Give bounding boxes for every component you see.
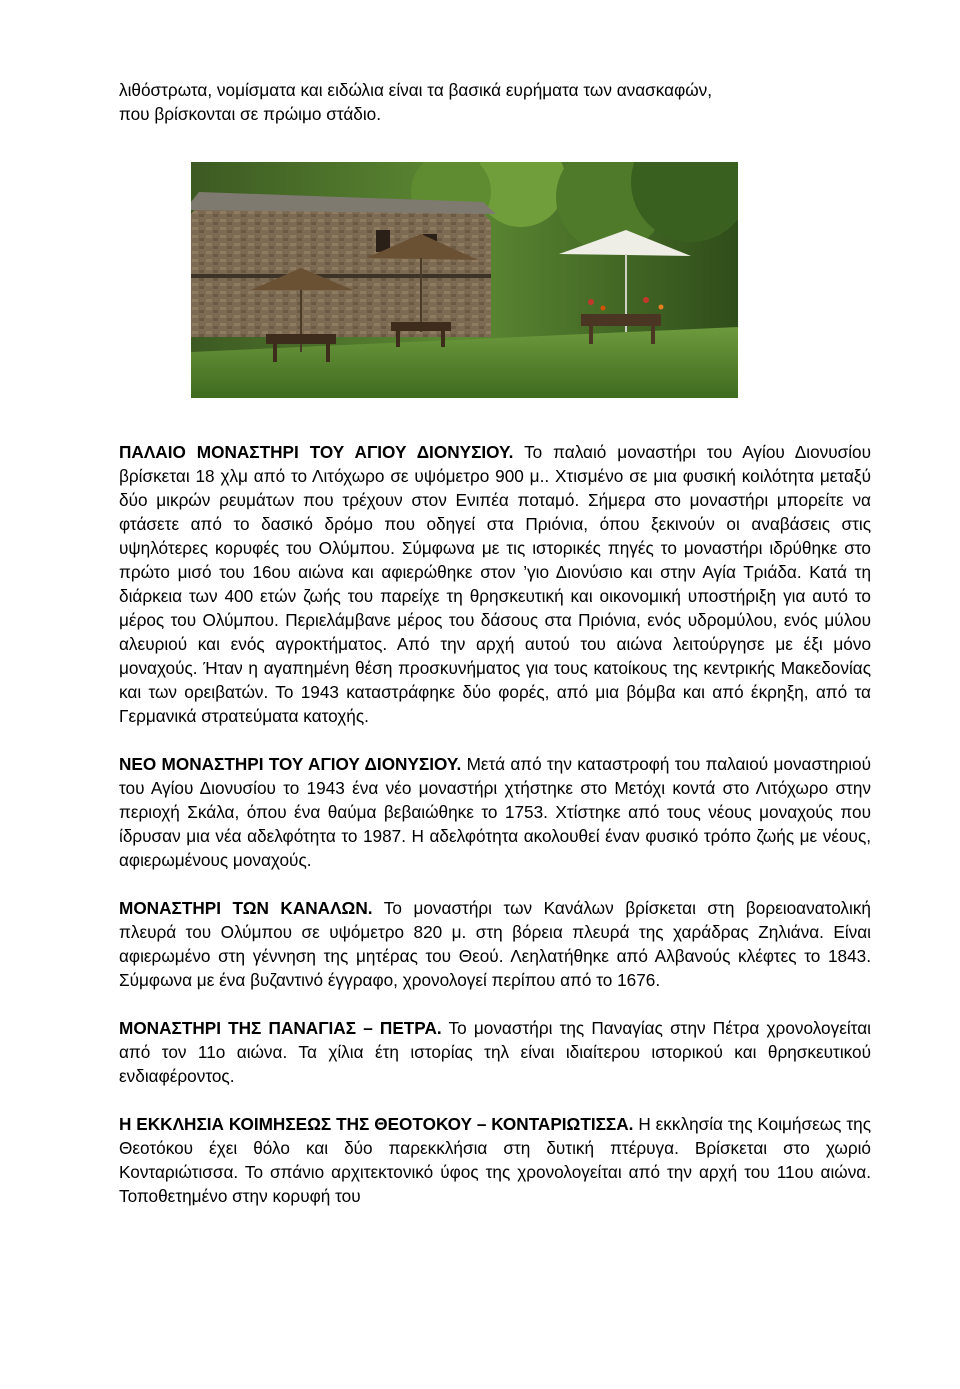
section-text: Το μοναστήρι της Παναγίας στην Πέτρα χρονολογείται από τον 11ο αιώνα. Τα χίλια έτη ιστορίας τηλ είναι ιδιαίτερου ιστορικού και θρησκευτικού ενδιαφέροντος.	[119, 1018, 871, 1086]
section-paragraph	[119, 896, 871, 992]
section-text: Η εκκλησία της Κοιμήσεως της Θεοτόκου έχει θόλο και δύο παρεκκλήσια στη δυτική πτέρυγα. Βρίσκεται στο χωριό Κονταριώτισσα. Το σπάνιο αρχιτεκτονικό ύφος της χρονολογείται από την αρχή του 11ου αιώνα. Τοποθετημένο στην κορυφή του	[119, 1114, 871, 1206]
section-heading: ΝΕΟ ΜΟΝΑΣΤΗΡΙ ΤΟΥ ΑΓΙΟΥ ΔΙΟΝΥΣΙΟΥ.	[119, 754, 462, 774]
section-heading: ΜΟΝΑΣΤΗΡΙ ΤΩΝ ΚΑΝΑΛΩΝ.	[119, 898, 373, 918]
section-heading: ΠΑΛΑΙΟ ΜΟΝΑΣΤΗΡΙ ΤΟΥ ΑΓΙΟΥ ΔΙΟΝΥΣΙΟΥ.	[119, 442, 514, 462]
intro-line-1: λιθόστρωτα, νομίσματα και ειδώλια είναι τα βασικά ευρήματα των ανασκαφών,	[119, 80, 713, 100]
section-heading: ΜΟΝΑΣΤΗΡΙ ΤΗΣ ΠΑΝΑΓΙΑΣ – ΠΕΤΡΑ.	[119, 1018, 442, 1038]
section-paragraph	[119, 1112, 871, 1208]
section-paragraph	[119, 1016, 871, 1088]
section-paragraph	[119, 440, 871, 728]
monastery-photo-illustration	[191, 162, 738, 398]
section-text: Το παλαιό μοναστήρι του Αγίου Διονυσίου βρίσκεται 18 χλμ από το Λιτόχωρο σε υψόμετρο 900 μ.. Χτισμένο σε μια φυσική κοιλότητα μεταξύ δύο μικρών ρευμάτων που τρέχουν στον Ενιπέα ποταμό. Σήμερα στο μοναστήρι μπορείτε να φτάσετε από το δασικό δρόμο που οδηγεί στα Πριόνια, όπου ξεκινούν οι αναβάσεις στις υψηλότερες κορυφές του Ολύμπου. Σύμφωνα με τις ιστορικές πηγές το μοναστήρι ιδρύθηκε στο πρώτο μισό του 16ου αιώνα και αφιερώθηκε στον ’γιο Διονύσιο και στην Αγία Τριάδα. Κατά τη διάρκεια των 400 ετών ζωής του παρείχε τη θρησκευτική και οικονομική υποστήριξη για αυτό το μέρος του Ολύμπου. Περιελάμβανε μέρος του δάσους στα Πριόνια, ενός υδρομύλου, ενός μύλου αλευριού και ενός αγροκτήματος. Από την αρχή αυτού του αιώνα λειτούργησε με έξι μόνο μοναχούς. Ήταν η αγαπημένη θέση προσκυνήματος για τους κατοίκους της κεντρικής Μακεδονίας και των ορειβατών. Το 1943 καταστράφηκε δύο φορές, από μια βόμβα και από έκρηξη, από τα Γερμανικά στρατεύματα κατοχής.	[119, 442, 872, 726]
monastery-photo	[191, 162, 738, 398]
section-text: Το μοναστήρι των Κανάλων βρίσκεται στη βορειοανατολική πλευρά του Ολύμπου σε υψόμετρο 820 μ. στη βόρεια πλευρά της χαράδρας Ζηλιάνα. Είναι αφιερωμένο στη γέννηση της μητέρας του Θεού. Λεηλατήθηκε από Αλβανούς κλέφτες το 1843. Σύμφωνα με ένα βυζαντινό έγγραφο, χρονολογεί περίπου από το 1676.	[119, 898, 871, 990]
section-paragraph	[119, 752, 871, 872]
section-heading: Η ΕΚΚΛΗΣΙΑ ΚΟΙΜΗΣΕΩΣ ΤΗΣ ΘΕΟΤΟΚΟΥ – ΚΟΝΤΑΡΙΩΤΙΣΣΑ.	[119, 1114, 634, 1134]
intro-line-2: που βρίσκονται σε πρώιμο στάδιο.	[119, 104, 382, 124]
section-text: Μετά από την καταστροφή του παλαιού μοναστηριού του Αγίου Διονυσίου το 1943 ένα νέο μοναστήρι χτήστηκε στο Μετόχι κοντά στο Λιτόχωρο στην περιοχή Σκάλα, όπου ένα θαύμα βεβαιώθηκε το 1753. Χτίστηκε από τους νέους μοναχούς που ίδρυσαν μια νέα αδελφότητα το 1987. Η αδελφότητα ακολουθεί έναν φυσικό τρόπο ζωής με νέους, αφιερωμένους μοναχούς.	[119, 754, 871, 870]
intro-paragraph	[119, 78, 871, 126]
document-page	[119, 78, 871, 1208]
